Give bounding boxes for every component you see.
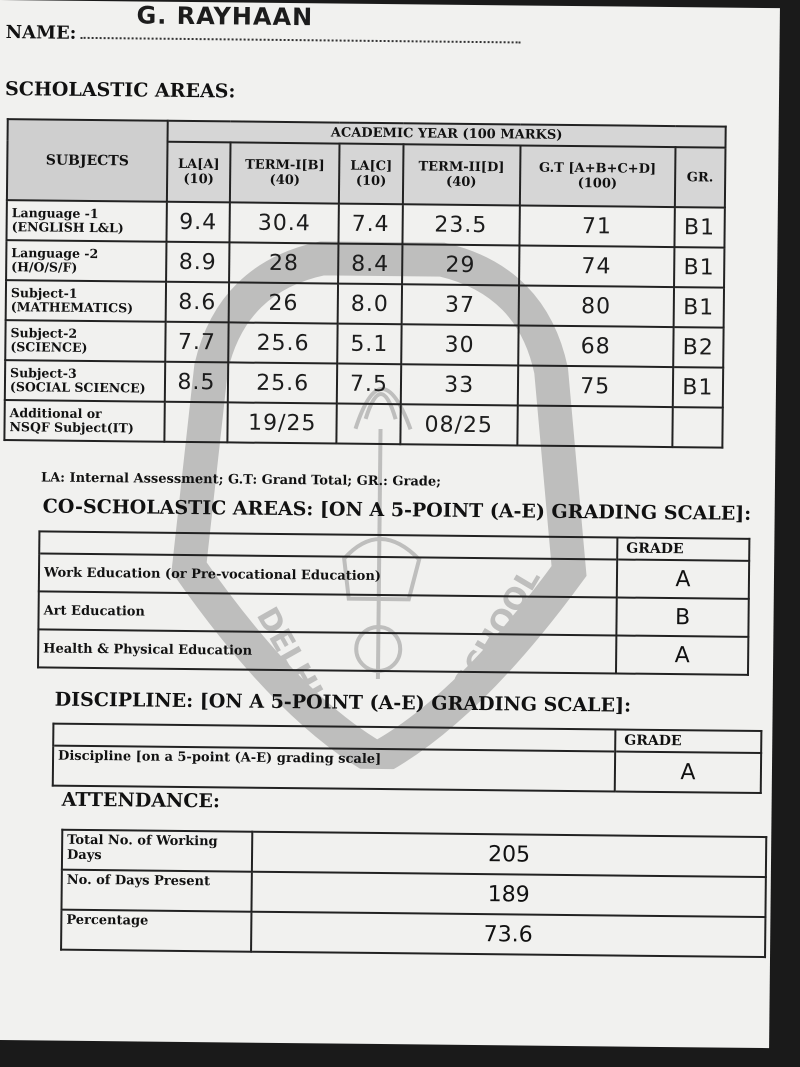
discipline-grade: A xyxy=(615,751,761,793)
subject-name-line1: Subject-2 xyxy=(10,325,78,341)
mark-cell: 8.6 xyxy=(166,282,229,323)
subject-name xyxy=(4,400,164,442)
subject-name-line2: (ENGLISH L&L) xyxy=(11,219,124,236)
mark-cell: 25.6 xyxy=(228,322,338,363)
mark-cell: 9.4 xyxy=(166,202,229,243)
mark-cell: 68 xyxy=(518,325,673,367)
mark-cell: 08/25 xyxy=(400,404,517,445)
attendance-row xyxy=(61,910,765,957)
mark-cell: 5.1 xyxy=(338,324,402,365)
subjects-header: SUBJECTS xyxy=(7,119,168,202)
subject-name xyxy=(6,280,166,322)
subject-name xyxy=(6,200,166,242)
mark-cell: 80 xyxy=(518,285,673,327)
mark-cell: B1 xyxy=(674,247,725,288)
discipline-grade-header: GRADE xyxy=(615,729,761,753)
column-header xyxy=(230,142,340,203)
column-header xyxy=(520,145,676,207)
subject-name-line2: NSQF Subject(IT) xyxy=(9,419,134,436)
coscholastic-label: Art Education xyxy=(38,591,616,635)
mark-cell: 30 xyxy=(401,324,518,365)
mark-cell: 8.4 xyxy=(338,244,402,285)
coscholastic-grade: A xyxy=(616,635,748,674)
student-name: G. RAYHAAN xyxy=(136,1,314,32)
column-max: (10) xyxy=(183,171,214,188)
discipline-title: DISCIPLINE: [ON A 5-POINT (A-E) GRADING SCALE]: xyxy=(54,688,632,717)
discipline-label: Discipline [on a 5-point (A-E) grading scale] xyxy=(53,746,615,792)
column-header xyxy=(403,144,521,205)
subject-name-line2: (SOCIAL SCIENCE) xyxy=(9,379,146,396)
mark-cell: 28 xyxy=(229,242,339,283)
attendance-label: No. of Days Present xyxy=(61,870,251,912)
mark-cell: 26 xyxy=(229,282,339,323)
attendance-label: Percentage xyxy=(61,910,251,952)
mark-cell xyxy=(672,407,723,448)
mark-cell: 8.0 xyxy=(338,284,402,325)
mark-cell: 25.6 xyxy=(228,362,338,403)
scholastic-legend: LA: Internal Assessment; G.T: Grand Total; GR.: Grade; xyxy=(40,470,442,490)
mark-cell: 23.5 xyxy=(402,204,519,245)
mark-cell: 74 xyxy=(519,245,674,287)
mark-cell: B1 xyxy=(674,207,725,248)
column-name: LA[A] xyxy=(177,156,220,173)
coscholastic-grade: A xyxy=(617,559,749,598)
column-name: TERM-I[B] xyxy=(245,157,325,174)
subject-name xyxy=(5,320,165,362)
coscholastic-table xyxy=(37,530,750,675)
attendance-table xyxy=(60,829,767,958)
mark-cell: B1 xyxy=(673,287,724,328)
mark-cell xyxy=(164,402,227,443)
mark-cell xyxy=(517,405,672,447)
subject-name-line2: (H/O/S/F) xyxy=(11,259,78,275)
subject-name-line2: (MATHEMATICS) xyxy=(10,299,134,316)
column-header xyxy=(339,144,403,205)
subject-name-line1: Subject-1 xyxy=(10,285,78,301)
column-max: (100) xyxy=(577,176,618,192)
mark-cell: 7.5 xyxy=(337,364,401,405)
subject-name-line1: Subject-3 xyxy=(10,365,77,381)
column-max: (40) xyxy=(269,172,301,189)
mark-cell: 30.4 xyxy=(229,202,339,243)
column-header xyxy=(675,147,726,208)
subject-name-line1: Language -1 xyxy=(11,205,99,222)
column-header xyxy=(167,142,231,203)
academic-year-header: ACADEMIC YEAR (100 MARKS) xyxy=(168,121,726,148)
attendance-value: 189 xyxy=(251,872,765,917)
coscholastic-grade-header: GRADE xyxy=(617,537,749,560)
mark-cell: 8.5 xyxy=(165,362,228,403)
column-max: (40) xyxy=(446,174,477,190)
attendance-value: 73.6 xyxy=(251,912,765,957)
column-name: TERM-II[D] xyxy=(418,159,505,176)
mark-cell: 19/25 xyxy=(227,402,337,443)
mark-cell xyxy=(337,404,401,445)
attendance-value: 205 xyxy=(252,832,766,877)
coscholastic-grade: B xyxy=(616,597,748,636)
column-name: G.T [A+B+C+D] xyxy=(538,160,657,177)
mark-cell: 29 xyxy=(402,244,519,285)
subject-name-line1: Additional or xyxy=(9,405,102,422)
discipline-table xyxy=(52,723,763,794)
name-dotted-line xyxy=(80,1,520,44)
mark-cell: B1 xyxy=(673,367,724,408)
mark-cell: 7.7 xyxy=(165,322,228,363)
column-name: GR. xyxy=(686,169,714,185)
coscholastic-label: Health & Physical Education xyxy=(38,629,616,673)
coscholastic-label: Work Education (or Pre-vocational Education) xyxy=(39,553,617,597)
mark-cell: 7.4 xyxy=(339,204,403,245)
name-row xyxy=(5,1,521,48)
column-max: (10) xyxy=(355,173,387,190)
mark-cell: 71 xyxy=(519,205,674,247)
mark-cell: 75 xyxy=(518,365,673,407)
coscholastic-title: CO-SCHOLASTIC AREAS: [ON A 5-POINT (A-E) GRADING SCALE]: xyxy=(42,495,752,525)
mark-cell: 8.9 xyxy=(166,242,229,283)
subject-name-line2: (SCIENCE) xyxy=(10,339,88,355)
scholastic-table xyxy=(3,118,726,449)
subject-name xyxy=(5,360,165,402)
subject-name-line1: Language -2 xyxy=(11,245,99,262)
subject-name xyxy=(6,240,166,282)
attendance-title: ATTENDANCE: xyxy=(61,788,221,813)
scholastic-title: SCHOLASTIC AREAS: xyxy=(4,78,236,103)
mark-cell: 33 xyxy=(400,364,517,405)
mark-cell: 37 xyxy=(401,284,518,325)
watermark-text-right: SCHOOL xyxy=(446,562,548,701)
coscholastic-row xyxy=(38,629,748,674)
column-name: LA[C] xyxy=(350,158,393,175)
watermark-text-left: DELHI xyxy=(249,601,330,707)
name-label: NAME: xyxy=(5,22,77,44)
attendance-label: Total No. of Working Days xyxy=(62,830,252,872)
mark-cell: B2 xyxy=(673,327,724,368)
subject-row xyxy=(4,400,722,448)
